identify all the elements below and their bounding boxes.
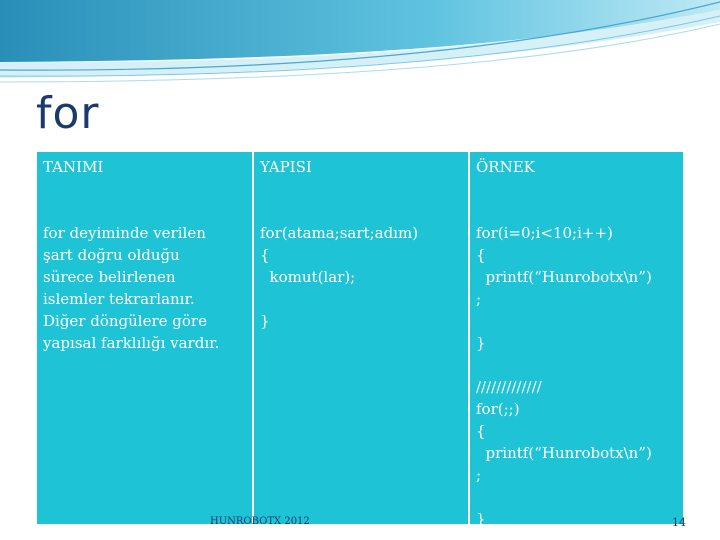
header-wave-decoration (0, 0, 720, 90)
header-ornek: ÖRNEK (476, 158, 535, 176)
footer-text: HUNROBOTX 2012 (210, 516, 310, 527)
column-tanim (37, 152, 252, 524)
header-tanimi: TANIMI (43, 158, 104, 176)
slide-title: for (36, 88, 100, 139)
ornek-text: for(i=0;i<10;i++) { printf(“Hunrobotx\n”) ; } ///////////// for(;;) { printf(“Hunrobotx\n”) ; } (476, 224, 652, 528)
column-yapi (254, 152, 468, 524)
header-yapisi: YAPISI (260, 158, 312, 176)
page-number: 14 (672, 516, 686, 529)
yapi-text: for(atama;sart;adım) { komut(lar); } (260, 224, 419, 330)
tanim-text: for deyiminde verilen şart doğru olduğu sürece belirlenen islemler tekrarlanır. Diğer döngülere göre yapısal farklılığı vardır. (43, 224, 220, 352)
